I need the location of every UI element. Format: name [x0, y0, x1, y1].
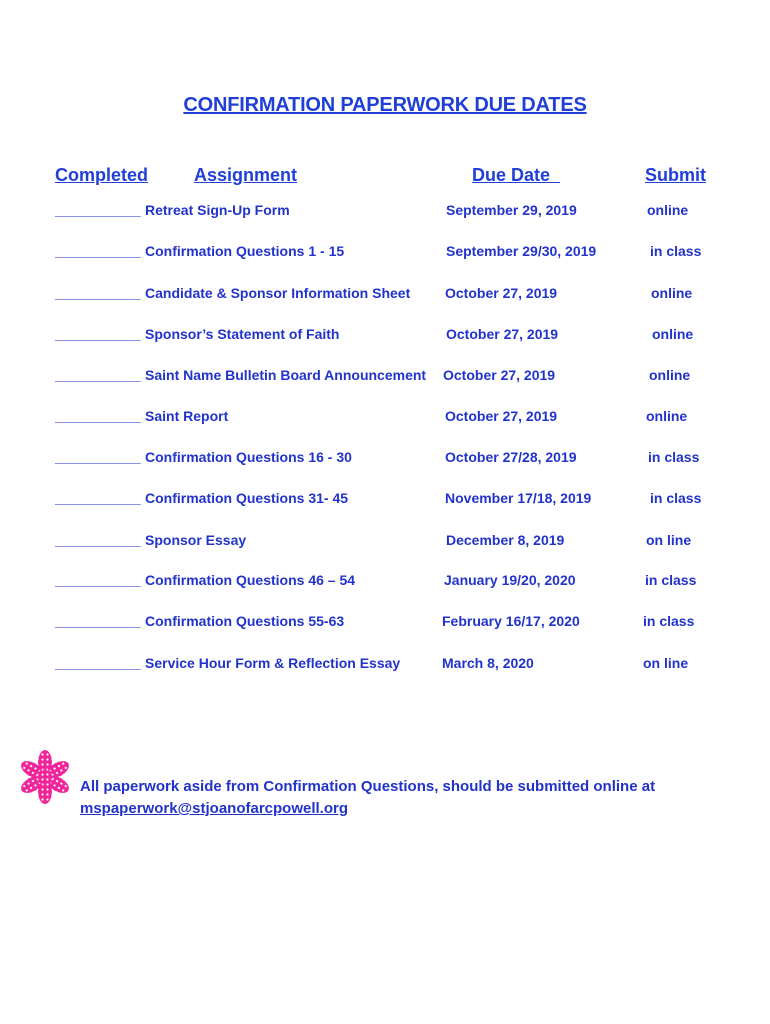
table-row [0, 202, 770, 224]
table-row [0, 613, 770, 635]
header-submit: Submit [645, 165, 706, 185]
submit-cell: in class [650, 243, 702, 259]
page-title: CONFIRMATION PAPERWORK DUE DATES [183, 94, 587, 116]
due-date-cell: October 27, 2019 [446, 326, 559, 342]
assignment-cell: Sponsor’s Statement of Faith [145, 326, 340, 342]
due-date-cell: November 17/18, 2019 [445, 490, 592, 506]
table-row [0, 326, 770, 348]
header-completed: Completed [55, 165, 149, 185]
pink-polka-dot-flower-icon [18, 750, 72, 804]
completed-blank: ___________ [55, 202, 141, 218]
due-date-cell: October 27/28, 2019 [445, 449, 577, 465]
assignment-cell: Candidate & Sponsor Information Sheet [145, 285, 411, 301]
assignment-cell: Confirmation Questions 46 – 54 [145, 572, 356, 588]
submit-cell: on line [643, 655, 689, 671]
completed-blank: ___________ [55, 572, 141, 588]
assignment-cell: Saint Name Bulletin Board Announcement [145, 367, 427, 383]
table-row [0, 532, 770, 554]
submit-cell: in class [648, 449, 700, 465]
due-date-cell: October 27, 2019 [445, 285, 558, 301]
submit-cell: online [646, 408, 688, 424]
submit-cell: on line [646, 532, 692, 548]
due-date-cell: February 16/17, 2020 [442, 613, 580, 629]
completed-blank: ___________ [55, 326, 141, 342]
completed-blank: ___________ [55, 367, 141, 383]
due-date-cell: January 19/20, 2020 [444, 572, 576, 588]
assignment-cell: Sponsor Essay [145, 532, 247, 548]
completed-blank: ___________ [55, 285, 141, 301]
table-row [0, 490, 770, 512]
due-date-cell: December 8, 2019 [446, 532, 565, 548]
submit-cell: in class [643, 613, 695, 629]
note-text: All paperwork aside from Confirmation Questions, should be submitted online at [80, 778, 656, 795]
due-date-cell: October 27, 2019 [443, 367, 556, 383]
table-row [0, 655, 770, 677]
submit-cell: online [652, 326, 694, 342]
assignment-cell: Service Hour Form & Reflection Essay [145, 655, 401, 671]
submit-cell: online [651, 285, 693, 301]
completed-blank: ___________ [55, 613, 141, 629]
submit-cell: online [649, 367, 691, 383]
assignment-cell: Confirmation Questions 55-63 [145, 613, 345, 629]
table-row [0, 449, 770, 471]
table-row [0, 285, 770, 307]
submit-cell: in class [645, 572, 697, 588]
completed-blank: ___________ [55, 449, 141, 465]
due-date-cell: September 29, 2019 [446, 202, 577, 218]
assignment-cell: Confirmation Questions 1 - 15 [145, 243, 345, 259]
due-date-cell: October 27, 2019 [445, 408, 558, 424]
completed-blank: ___________ [55, 532, 141, 548]
submission-note [80, 776, 655, 820]
assignment-cell: Confirmation Questions 31- 45 [145, 490, 349, 506]
assignment-cell: Confirmation Questions 16 - 30 [145, 449, 352, 465]
due-date-cell: September 29/30, 2019 [446, 243, 597, 259]
completed-blank: ___________ [55, 243, 141, 259]
completed-blank: ___________ [55, 490, 141, 506]
submit-cell: in class [650, 490, 702, 506]
submit-cell: online [647, 202, 689, 218]
email-link[interactable]: mspaperwork@stjoanofarcpowell.org [80, 800, 349, 817]
table-row [0, 243, 770, 265]
completed-blank: ___________ [55, 655, 141, 671]
table-row [0, 572, 770, 594]
assignment-cell: Retreat Sign-Up Form [145, 202, 290, 218]
header-due-date: Due Date [472, 165, 561, 185]
header-assignment: Assignment [194, 165, 298, 185]
table-row [0, 367, 770, 389]
due-date-cell: March 8, 2020 [442, 655, 534, 671]
completed-blank: ___________ [55, 408, 141, 424]
assignment-cell: Saint Report [145, 408, 229, 424]
table-row [0, 408, 770, 430]
